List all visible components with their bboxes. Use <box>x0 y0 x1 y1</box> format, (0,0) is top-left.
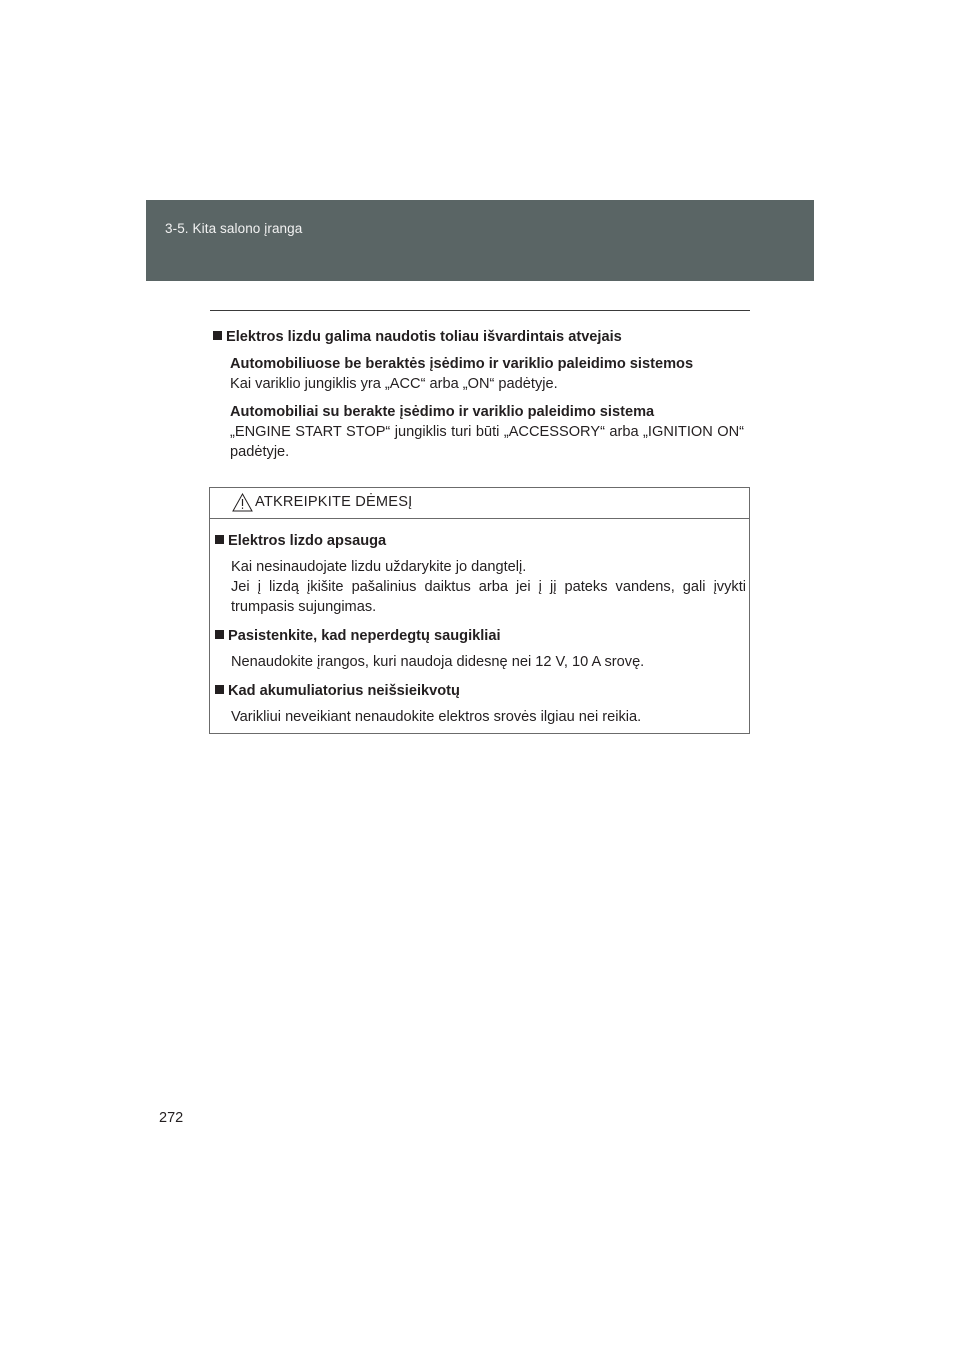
top-divider <box>210 310 750 311</box>
caution-item-heading-text: Elektros lizdo apsauga <box>228 533 387 549</box>
caution-item-line: Nenaudokite įrangos, kuri naudoja didesnę nei 12 V, 10 A srovę. <box>231 654 645 670</box>
caution-item-body <box>215 652 746 672</box>
info-block-text: Kai variklio jungiklis yra „ACC“ arba „ON“ padėtyje. <box>230 376 558 392</box>
caution-item-line: Jei į lizdą įkišite pašalinius daiktus arba jei į jį pateks vandens, gali įvykti trumpasis sujungimas. <box>231 579 746 615</box>
caution-item-body <box>215 557 746 617</box>
square-bullet-icon <box>215 685 224 694</box>
main-blocks <box>213 354 744 462</box>
caution-item-line: Varikliui neveikiant nenaudokite elektros srovės ilgiau nei reikia. <box>231 709 642 725</box>
info-block-text: „ENGINE START STOP“ jungiklis turi būti „ACCESSORY“ arba „IGNITION ON“ padėtyje. <box>230 424 744 460</box>
square-bullet-icon <box>215 535 224 544</box>
caution-item-body <box>215 707 746 727</box>
main-content <box>213 327 744 470</box>
page-number: 272 <box>159 1110 184 1126</box>
info-block <box>230 354 744 394</box>
info-block-title: Automobiliai su berakte įsėdimo ir variklio paleidimo sistema <box>230 404 655 420</box>
caution-item-line: Kai nesinaudojate lizdu uždarykite jo dangtelį. <box>231 559 527 575</box>
caution-body <box>210 519 749 727</box>
main-heading-text: Elektros lizdu galima naudotis toliau išvardintais atvejais <box>226 329 622 345</box>
caution-item-heading <box>215 681 746 701</box>
caution-header <box>210 488 749 519</box>
caution-item-heading <box>215 626 746 646</box>
info-block <box>230 402 744 462</box>
square-bullet-icon <box>215 630 224 639</box>
section-header-bar <box>146 200 814 281</box>
caution-item-heading <box>215 531 746 551</box>
caution-item-heading-text: Pasistenkite, kad neperdegtų saugikliai <box>228 628 501 644</box>
warning-triangle-icon <box>232 493 253 512</box>
caution-box <box>209 487 750 734</box>
caution-title: ATKREIPKITE DĖMESĮ <box>255 494 413 510</box>
info-block-title: Automobiliuose be beraktės įsėdimo ir variklio paleidimo sistemos <box>230 356 694 372</box>
square-bullet-icon <box>213 331 222 340</box>
main-heading <box>213 327 744 347</box>
caution-item-heading-text: Kad akumuliatorius neišsieikvotų <box>228 683 460 699</box>
section-title: 3-5. Kita salono įranga <box>165 221 303 236</box>
